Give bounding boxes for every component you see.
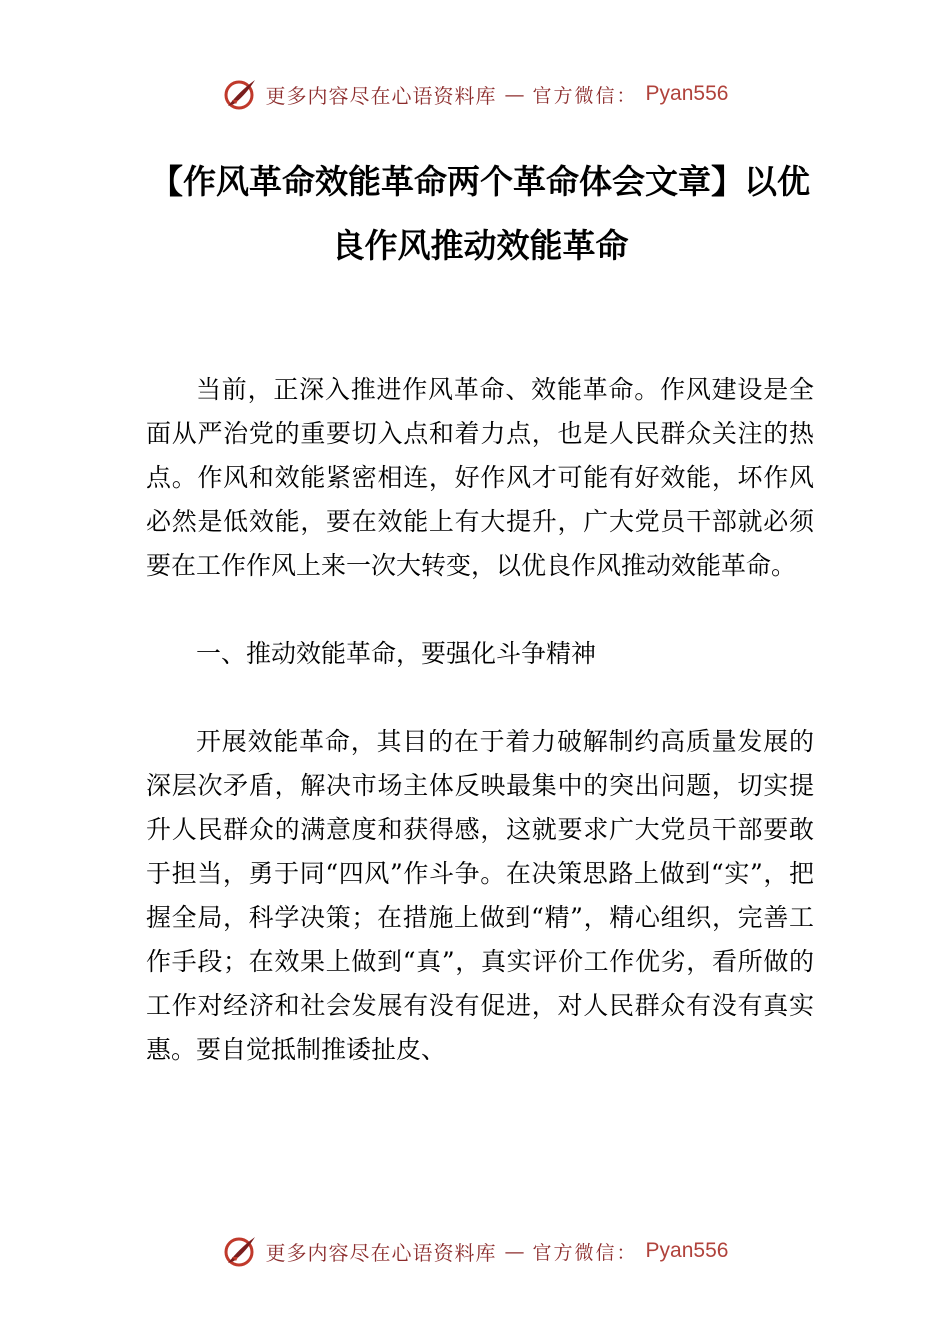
banner-separator: — [504,1239,525,1263]
paragraph-section-1: 开展效能革命，其目的在于着力破解制约高质量发展的深层次矛盾，解决市场主体反映最集中的突出问题，切实提升人民群众的满意度和获得感，这就要求广大党员干部要敢于担当，勇于同“四风”作斗争。在决策思路上做到“实”，把握全局，科学决策；在措施上做到“精”，精心组织，完善工作手段；在效果上做到“真”，真实评价工作优劣，看所做的工作对经济和社会发展有没有促进，对人民群众有没有真实惠。要自觉抵制推诿扯皮、 [146,727,814,1064]
banner-wechat-id: Pyan556 [645,82,729,105]
banner-wechat-label: 官方微信： [532,1241,638,1264]
section-heading-1: 一、推动效能革命，要强化斗争精神 [196,639,597,668]
quill-logo-icon [222,1233,258,1269]
header-banner [0,74,950,114]
document-body [146,368,814,1072]
quill-logo-icon [222,76,258,112]
paragraph-intro: 当前，正深入推进作风革命、效能革命。作风建设是全面从严治党的重要切入点和着力点，也是人民群众关注的热点。作风和效能紧密相连，好作风才可能有好效能，坏作风必然是低效能，要在效能上有大提升，广大党员干部就必须要在工作作风上来一次大转变，以优良作风推动效能革命。 [146,375,814,580]
banner-brand-text: 更多内容尽在心语资料库 [265,83,497,108]
banner-wechat-id: Pyan556 [645,1239,729,1262]
footer-banner [0,1231,950,1271]
banner-brand-text: 更多内容尽在心语资料库 [265,1240,497,1265]
banner-separator: — [504,82,525,106]
banner-wechat-label: 官方微信： [532,84,638,107]
document-title: 【作风革命效能革命两个革命体会文章】以优良作风推动效能革命 [150,162,810,265]
